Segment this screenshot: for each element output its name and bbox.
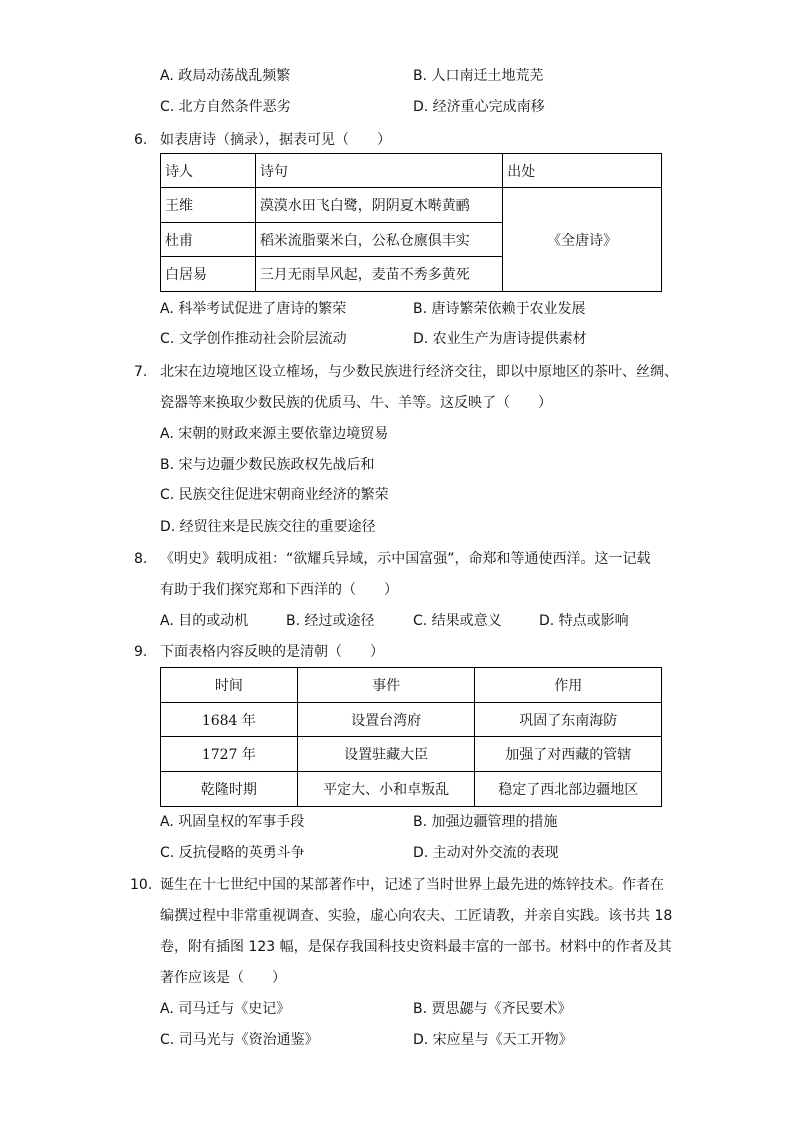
q6-option-d: D. 农业生产为唐诗提供素材 — [413, 331, 587, 347]
q9-stem: 下面表格内容反映的是清朝（ ） — [160, 644, 384, 660]
q10-stem-line-4: 著作应该是（ ） — [160, 970, 286, 986]
verse-cell: 稻米流脂粟米白，公私仓廪俱丰实 — [255, 223, 502, 257]
q9-option-c: C. 反抗侵略的英勇斗争 — [160, 845, 305, 861]
q10-option-d: D. 宋应星与《天工开物》 — [413, 1032, 573, 1048]
table-row — [161, 188, 662, 223]
effect-cell: 稳定了西北部边疆地区 — [475, 772, 662, 807]
q9-option-d: D. 主动对外交流的表现 — [413, 845, 559, 861]
q8-stem-line-2: 有助于我们探究郑和下西洋的（ ） — [160, 582, 398, 598]
q10-number: 10. — [130, 877, 153, 893]
event-cell: 设置台湾府 — [297, 703, 475, 737]
q8-option-b: B. 经过或途径 — [286, 613, 375, 629]
header-poet: 诗人 — [161, 154, 256, 188]
table-row — [161, 703, 662, 737]
q7-option-c: C. 民族交往促进宋朝商业经济的繁荣 — [160, 487, 389, 503]
time-cell: 乾隆时期 — [161, 772, 298, 807]
event-cell: 设置驻藏大臣 — [297, 737, 475, 772]
verse-cell: 漠漠水田飞白鹭，阴阴夏木啭黄鹂 — [255, 188, 502, 223]
q8-option-c: C. 结果或意义 — [413, 613, 502, 629]
q9-option-a: A. 巩固皇权的军事手段 — [160, 814, 305, 830]
header-time: 时间 — [161, 668, 298, 703]
table-row — [161, 772, 662, 807]
q6-option-c: C. 文学创作推动社会阶层流动 — [160, 331, 347, 347]
q8-option-d: D. 特点或影响 — [539, 613, 629, 629]
q6-number: 6. — [134, 132, 148, 148]
q9-qing-table — [160, 667, 662, 807]
q5-option-d: D. 经济重心完成南移 — [413, 99, 545, 115]
q8-number: 8. — [134, 551, 148, 567]
q10-option-a: A. 司马迁与《史记》 — [160, 1001, 291, 1017]
q10-option-c: C. 司马光与《资治通鉴》 — [160, 1032, 319, 1048]
q7-number: 7. — [134, 364, 148, 380]
q6-stem: 如表唐诗（摘录），据表可见（ ） — [160, 132, 391, 148]
q10-stem-line-2: 编撰过程中非常重视调查、实验，虚心向农夫、工匠请教，并亲自实践。该书共 18 — [160, 908, 673, 924]
q5-option-c: C. 北方自然条件恶劣 — [160, 99, 291, 115]
q8-option-a: A. 目的或动机 — [160, 613, 249, 629]
poet-cell: 杜甫 — [161, 223, 256, 257]
table-header-row — [161, 668, 662, 703]
q10-stem-line-3: 卷，附有插图 123 幅，是保存我国科技史资料最丰富的一部书。材料中的作者及其 — [160, 939, 672, 955]
q9-option-b: B. 加强边疆管理的措施 — [413, 814, 558, 830]
q7-option-b: B. 宋与边疆少数民族政权先战后和 — [160, 457, 375, 473]
q9-number: 9. — [134, 644, 148, 660]
q5-option-a: A. 政局动荡战乱频繁 — [160, 68, 291, 84]
q7-stem-line-2: 瓷器等来换取少数民族的优质马、牛、羊等。这反映了（ ） — [160, 395, 552, 411]
table-row — [161, 737, 662, 772]
header-effect: 作用 — [475, 668, 662, 703]
q8-stem-line-1: 《明史》载明成祖：“欲耀兵异域，示中国富强”，命郑和等通使西洋。这一记载 — [160, 551, 651, 567]
q10-stem-line-1: 诞生在十七世纪中国的某部著作中，记述了当时世界上最先进的炼锌技术。作者在 — [160, 877, 664, 893]
q6-option-a: A. 科举考试促进了唐诗的繁荣 — [160, 301, 347, 317]
q7-stem-line-1: 北宋在边境地区设立榷场，与少数民族进行经济交往，即以中原地区的茶叶、丝绸、 — [160, 364, 678, 380]
q6-poem-table — [160, 153, 662, 292]
poet-cell: 白居易 — [161, 257, 256, 292]
table-header-row — [161, 154, 662, 188]
q7-option-d: D. 经贸往来是民族交往的重要途径 — [160, 519, 376, 535]
time-cell: 1684 年 — [161, 703, 298, 737]
q10-option-b: B. 贾思勰与《齐民要术》 — [413, 1001, 572, 1017]
header-verse: 诗句 — [255, 154, 502, 188]
q5-option-b: B. 人口南迁土地荒芜 — [413, 68, 544, 84]
q6-option-b: B. 唐诗繁荣依赖于农业发展 — [413, 301, 586, 317]
header-source: 出处 — [503, 154, 662, 188]
q7-option-a: A. 宋朝的财政来源主要依靠边境贸易 — [160, 426, 389, 442]
event-cell: 平定大、小和卓叛乱 — [297, 772, 475, 807]
effect-cell: 巩固了东南海防 — [475, 703, 662, 737]
effect-cell: 加强了对西藏的管辖 — [475, 737, 662, 772]
source-cell: 《全唐诗》 — [503, 188, 662, 292]
poet-cell: 王维 — [161, 188, 256, 223]
header-event: 事件 — [297, 668, 475, 703]
time-cell: 1727 年 — [161, 737, 298, 772]
verse-cell: 三月无雨旱风起，麦苗不秀多黄死 — [255, 257, 502, 292]
